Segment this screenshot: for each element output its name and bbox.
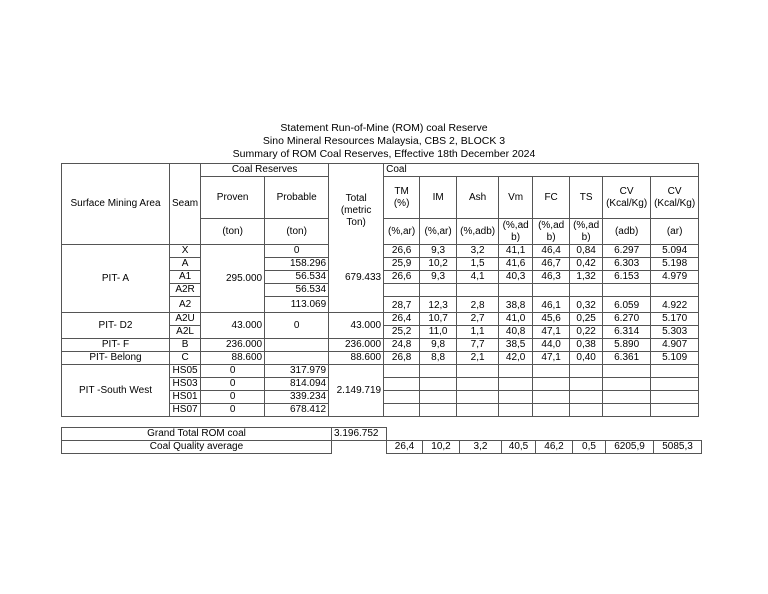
table-cell: 1,5	[457, 258, 499, 271]
table-cell: 0,32	[570, 297, 603, 313]
table-cell: 12,3	[420, 297, 457, 313]
table-cell: A2R	[170, 284, 201, 297]
table-row	[62, 339, 699, 352]
table-cell: 40,3	[499, 271, 533, 284]
table-cell: 0,40	[570, 352, 603, 365]
cell-text-line: b)	[546, 231, 556, 243]
table-cell: 10,2	[420, 258, 457, 271]
table-cell: 56.534	[265, 271, 329, 284]
grand-total-row	[62, 428, 702, 441]
cell-text-line: CV	[667, 185, 682, 197]
table-cell: 2,1	[457, 352, 499, 365]
unit-vm	[499, 219, 533, 245]
table-cell: 10,2	[423, 441, 460, 454]
table-cell: 9,8	[420, 339, 457, 352]
unit-cv-adb: (adb)	[603, 219, 651, 245]
table-row	[62, 313, 699, 326]
table-cell: 0	[201, 378, 265, 391]
table-cell	[265, 339, 329, 352]
cell-text-line: CV	[619, 185, 634, 197]
header-surface-mining-area: Surface Mining Area	[62, 164, 170, 245]
cell-text-line: (%,ad	[573, 219, 600, 231]
table-cell: 6.153	[603, 271, 651, 284]
table-cell: 0	[265, 313, 329, 339]
unit-proven: (ton)	[201, 219, 265, 245]
table-cell	[457, 365, 499, 378]
table-cell: 56.534	[265, 284, 329, 297]
cell-text-line: b)	[511, 231, 521, 243]
area-pit-belong: PIT- Belong	[62, 352, 170, 365]
grand-total-label: Grand Total ROM coal	[62, 428, 332, 441]
table-cell: 113.069	[265, 297, 329, 313]
header-cv-ar	[651, 177, 699, 219]
table-cell: 339.234	[265, 391, 329, 404]
table-cell: 42,0	[499, 352, 533, 365]
table-cell: 43.000	[201, 313, 265, 339]
table-cell: 0	[201, 391, 265, 404]
table-cell: 1,1	[457, 326, 499, 339]
quality-average-label: Coal Quality average	[62, 441, 332, 454]
table-cell	[499, 404, 533, 417]
table-cell	[457, 378, 499, 391]
table-cell: 4.922	[651, 297, 699, 313]
table-cell: HS05	[170, 365, 201, 378]
table-cell: 5085,3	[654, 441, 702, 454]
area-pit-south-west: PIT -South West	[62, 365, 170, 417]
table-cell: 158.296	[265, 258, 329, 271]
table-cell: 45,6	[533, 313, 570, 326]
table-cell: 24,8	[384, 339, 420, 352]
table-cell: 5.890	[603, 339, 651, 352]
table-cell: 46,3	[533, 271, 570, 284]
table-cell: A	[170, 258, 201, 271]
header-probable: Probable	[265, 177, 329, 219]
table-cell: 0,38	[570, 339, 603, 352]
table-cell: 41,1	[499, 245, 533, 258]
table-cell	[384, 365, 420, 378]
table-cell	[570, 284, 603, 297]
table-cell	[420, 365, 457, 378]
table-cell	[651, 284, 699, 297]
title-line-2: Sino Mineral Resources Malaysia, CBS 2, BLOCK 3	[262, 135, 506, 147]
table-cell	[329, 164, 384, 177]
table-cell: A2	[170, 297, 201, 313]
table-row	[62, 245, 699, 258]
summary-table	[61, 427, 702, 454]
table-row	[62, 365, 699, 378]
table-cell: 47,1	[533, 326, 570, 339]
table-cell: 38,5	[499, 339, 533, 352]
table-cell	[332, 441, 387, 454]
unit-ts	[570, 219, 603, 245]
header-cv-adb	[603, 177, 651, 219]
table-cell	[420, 284, 457, 297]
table-cell	[570, 404, 603, 417]
table-cell	[651, 365, 699, 378]
unit-ash: (%,adb)	[457, 219, 499, 245]
table-cell: 6205,9	[606, 441, 654, 454]
table-cell: 0	[201, 404, 265, 417]
table-cell	[533, 391, 570, 404]
table-cell: 46,7	[533, 258, 570, 271]
header-seam: Seam	[170, 164, 201, 245]
table-row	[62, 352, 699, 365]
cell-text-line: TM	[394, 185, 409, 197]
table-cell: 0,22	[570, 326, 603, 339]
cell-text-line: b)	[581, 231, 591, 243]
header-tm	[384, 177, 420, 219]
table-cell: 46,4	[533, 245, 570, 258]
table-cell: 26,6	[384, 271, 420, 284]
table-cell	[387, 428, 702, 441]
table-cell: 47,1	[533, 352, 570, 365]
table-cell	[603, 365, 651, 378]
table-cell: 236.000	[201, 339, 265, 352]
unit-fc	[533, 219, 570, 245]
table-cell: 0	[265, 245, 329, 258]
table-cell: 26,4	[387, 441, 423, 454]
table-cell	[651, 404, 699, 417]
table-cell: A2U	[170, 313, 201, 326]
table-cell: 7,7	[457, 339, 499, 352]
table-cell: 1,32	[570, 271, 603, 284]
table-cell: A2L	[170, 326, 201, 339]
table-cell: 43.000	[329, 313, 384, 339]
table-cell: 0,42	[570, 258, 603, 271]
table-cell	[499, 391, 533, 404]
grand-total-value: 3.196.752	[332, 428, 387, 441]
table-cell: B	[170, 339, 201, 352]
cell-text-line: (%,ad	[502, 219, 529, 231]
table-cell	[420, 391, 457, 404]
unit-im: (%,ar)	[420, 219, 457, 245]
report-title	[0, 122, 768, 161]
table-cell: 4.907	[651, 339, 699, 352]
table-cell: 0,5	[573, 441, 606, 454]
table-cell: HS03	[170, 378, 201, 391]
table-cell	[603, 378, 651, 391]
table-cell: 4,1	[457, 271, 499, 284]
table-cell: 317.979	[265, 365, 329, 378]
table-cell	[384, 378, 420, 391]
table-cell	[384, 284, 420, 297]
table-cell: 46,1	[533, 297, 570, 313]
table-cell	[570, 391, 603, 404]
table-cell: 4.979	[651, 271, 699, 284]
table-cell: 28,7	[384, 297, 420, 313]
table-cell: 40,5	[502, 441, 536, 454]
table-cell: X	[170, 245, 201, 258]
table-cell: 9,3	[420, 245, 457, 258]
table-cell: HS01	[170, 391, 201, 404]
table-cell	[420, 404, 457, 417]
table-cell: HS07	[170, 404, 201, 417]
header-proven: Proven	[201, 177, 265, 219]
table-cell	[533, 284, 570, 297]
table-cell: 6.059	[603, 297, 651, 313]
table-cell	[499, 378, 533, 391]
table-cell: 295.000	[201, 245, 265, 313]
table-cell	[651, 378, 699, 391]
table-cell: 46,2	[536, 441, 573, 454]
table-cell: 3,2	[457, 245, 499, 258]
cell-text-line: Ton)	[346, 216, 366, 228]
table-cell: 25,2	[384, 326, 420, 339]
table-cell	[457, 404, 499, 417]
table-cell: 26,6	[384, 245, 420, 258]
table-cell	[265, 352, 329, 365]
table-cell	[499, 284, 533, 297]
table-cell: 5.170	[651, 313, 699, 326]
table-cell	[533, 378, 570, 391]
table-cell	[384, 391, 420, 404]
cell-text-line: (metric	[340, 204, 372, 216]
table-cell: 2,8	[457, 297, 499, 313]
table-cell	[570, 378, 603, 391]
table-cell	[457, 391, 499, 404]
table-cell: 678.412	[265, 404, 329, 417]
header-coal-reserves: Coal Reserves	[201, 164, 329, 177]
unit-tm: (%,ar)	[384, 219, 420, 245]
table-cell: 0,84	[570, 245, 603, 258]
table-cell	[603, 284, 651, 297]
table-cell: A1	[170, 271, 201, 284]
table-cell: 814.094	[265, 378, 329, 391]
table-cell: 26,8	[384, 352, 420, 365]
unit-probable: (ton)	[265, 219, 329, 245]
table-cell: 41,6	[499, 258, 533, 271]
table-cell: C	[170, 352, 201, 365]
header-total	[329, 177, 384, 245]
table-cell: 10,7	[420, 313, 457, 326]
table-cell: 6.270	[603, 313, 651, 326]
unit-cv-ar: (ar)	[651, 219, 699, 245]
table-cell: 9,3	[420, 271, 457, 284]
area-pit-d2: PIT- D2	[62, 313, 170, 339]
table-cell: 5.198	[651, 258, 699, 271]
table-cell	[533, 365, 570, 378]
table-cell: 8,8	[420, 352, 457, 365]
table-cell: 236.000	[329, 339, 384, 352]
cell-text-line: Total	[345, 192, 367, 204]
cell-text-line: (Kcal/Kg)	[654, 197, 696, 209]
quality-average-row	[62, 441, 702, 454]
table-cell: 5.303	[651, 326, 699, 339]
table-cell: 40,8	[499, 326, 533, 339]
table-cell: 3,2	[460, 441, 502, 454]
table-cell: 38,8	[499, 297, 533, 313]
header-im: IM	[420, 177, 457, 219]
table-cell	[603, 404, 651, 417]
table-cell	[420, 378, 457, 391]
header-vm: Vm	[499, 177, 533, 219]
table-cell: 5.109	[651, 352, 699, 365]
cell-text-line: (Kcal/Kg)	[606, 197, 648, 209]
table-cell: 6.297	[603, 245, 651, 258]
header-coal: Coal	[384, 164, 699, 177]
cell-text-line: (%,ad	[538, 219, 565, 231]
table-cell	[570, 365, 603, 378]
table-cell: 6.361	[603, 352, 651, 365]
table-cell: 41,0	[499, 313, 533, 326]
table-cell: 44,0	[533, 339, 570, 352]
table-cell: 5.094	[651, 245, 699, 258]
table-cell: 6.303	[603, 258, 651, 271]
table-cell: 2,7	[457, 313, 499, 326]
area-pit-a: PIT- A	[62, 245, 170, 313]
table-cell: 6.314	[603, 326, 651, 339]
table-cell	[384, 404, 420, 417]
area-pit-f: PIT- F	[62, 339, 170, 352]
header-ts: TS	[570, 177, 603, 219]
title-line-3: Summary of ROM Coal Reserves, Effective 18th December 2024	[232, 148, 536, 160]
coal-reserve-table	[61, 163, 699, 417]
table-cell: 11,0	[420, 326, 457, 339]
table-cell	[651, 391, 699, 404]
table-cell	[603, 391, 651, 404]
table-cell	[533, 404, 570, 417]
table-cell: 26,4	[384, 313, 420, 326]
table-cell: 2.149.719	[329, 365, 384, 417]
cell-text-line: (%)	[393, 197, 410, 209]
table-cell: 0	[201, 365, 265, 378]
table-cell: 25,9	[384, 258, 420, 271]
table-cell	[499, 365, 533, 378]
table-cell: 0,25	[570, 313, 603, 326]
table-cell	[457, 284, 499, 297]
title-line-1: Statement Run-of-Mine (ROM) coal Reserve	[280, 122, 488, 134]
table-cell: 679.433	[329, 245, 384, 313]
header-ash: Ash	[457, 177, 499, 219]
header-fc: FC	[533, 177, 570, 219]
table-cell: 88.600	[329, 352, 384, 365]
table-cell: 88.600	[201, 352, 265, 365]
